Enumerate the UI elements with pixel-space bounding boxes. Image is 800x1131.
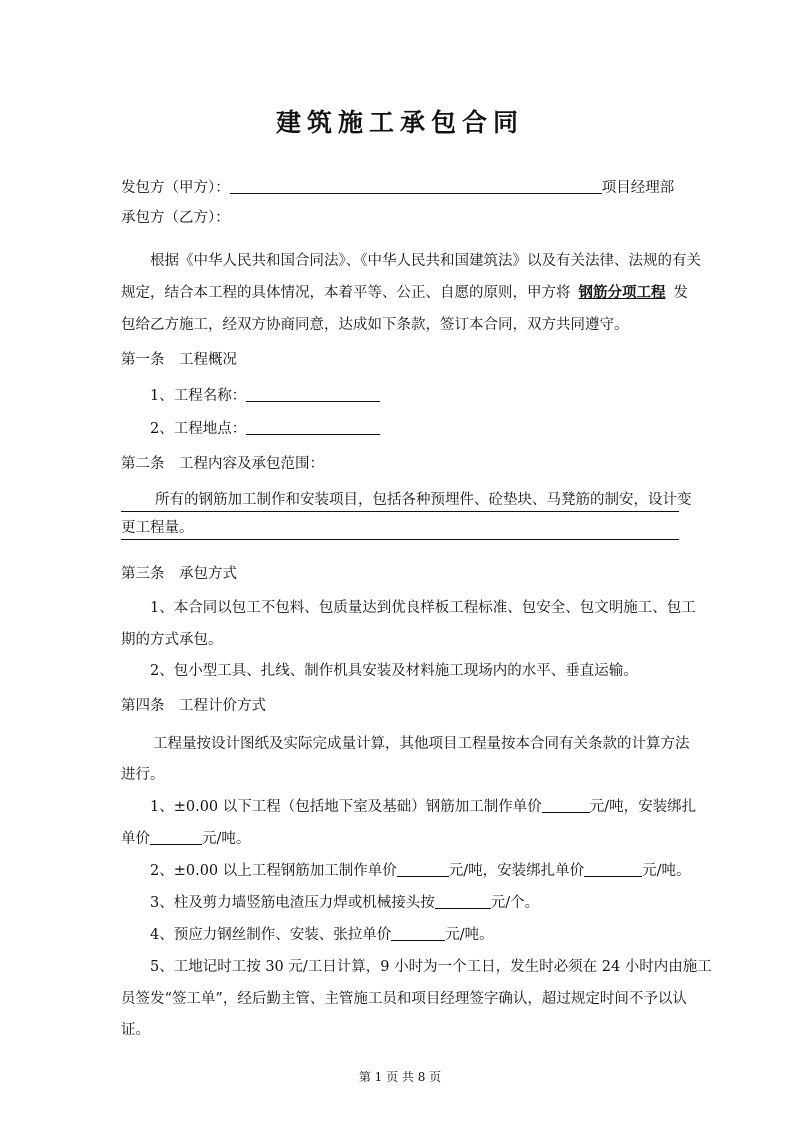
- article-4-item-1-line-1: 1、±0.00 以下工程（包括地下室及基础）钢筋加工制作单价 元/吨，安装绑扎: [150, 796, 696, 817]
- welding-joint-price-blank: [435, 892, 491, 909]
- article-1-item-1: 1、工程名称：: [150, 385, 380, 406]
- below-grade-fabrication-price-blank: [542, 796, 590, 813]
- article-4-item-5-line-2: 员签发“签工单”，经后勤主管、主管施工员和项目经理签字确认，超过规定时间不予以认: [121, 991, 687, 1007]
- article-3-item-1-line-1: 1、本合同以包工不包料、包质量达到优良样板工程标准、包安全、包文明施工、包工: [150, 600, 696, 616]
- preamble-project-name: 钢筋分项工程: [578, 284, 666, 301]
- article-3-item-1-line-2: 期的方式承包。: [121, 632, 223, 648]
- article-1-item-2: 2、工程地点：: [150, 418, 380, 439]
- article-4-intro-line-2: 进行。: [121, 767, 165, 783]
- party-b-line: [121, 208, 230, 228]
- project-name-blank: [246, 385, 380, 402]
- page-number: 第 1 页 共 8 页: [358, 1070, 442, 1084]
- party-a-blank: [230, 177, 602, 194]
- article-3-item-2: 2、包小型工具、扎线、制作机具安装及材料施工现场内的水平、垂直运输。: [150, 663, 638, 679]
- article-4-heading: 第四条 工程计价方式: [121, 698, 266, 714]
- scope-line-2: 更工程量。: [121, 517, 679, 540]
- article-2-heading: 第二条 工程内容及承包范围：: [121, 456, 324, 472]
- party-b-label: 承包方（乙方）：: [121, 210, 230, 226]
- article-4-item-3: 3、柱及剪力墙竖筋电渣压力焊或机械接头按 元/个。: [150, 892, 539, 913]
- preamble-line-3: 包给乙方施工，经双方协商同意，达成如下条款，签订本合同，双方共同遵守。: [121, 317, 629, 333]
- article-4-item-1-line-2: 单价 元/吨。: [121, 828, 250, 849]
- above-grade-binding-price-blank: [584, 860, 642, 877]
- article-4-item-4: 4、预应力钢丝制作、安装、张拉单价 元/吨。: [150, 924, 494, 945]
- document-title: 建筑施工承包合同: [275, 108, 524, 137]
- party-a-suffix: 项目经理部: [601, 180, 675, 196]
- above-grade-fabrication-price-blank: [397, 860, 449, 877]
- article-4-item-2: 2、±0.00 以上工程钢筋加工制作单价 元/吨，安装绑扎单价 元/吨。: [150, 860, 691, 881]
- prestressed-wire-price-blank: [391, 924, 445, 941]
- below-grade-binding-price-blank: [150, 828, 202, 845]
- preamble-line-1: 根据《中华人民共和国合同法》、《中华人民共和国建筑法》以及有关法律、法规的有关: [150, 253, 701, 269]
- article-4-item-5-line-1: 5、工地记时工按 30 元/工日计算，9 小时为一个工日，发生时必须在 24 小时内由施工: [150, 959, 712, 975]
- article-4-item-5-line-3: 证。: [121, 1022, 150, 1038]
- article-4-intro-line-1: 工程量按设计图纸及实际完成量计算，其他项目工程量按本合同有关条款的计算方法: [153, 736, 690, 752]
- article-1-heading: 第一条 工程概况: [121, 352, 237, 368]
- preamble-line-2: 规定，结合本工程的具体情况，本着平等、公正、自愿的原则，甲方将 钢筋分项工程 发: [121, 284, 688, 301]
- party-a-line: [121, 177, 674, 198]
- scope-line-1: 所有的钢筋加工制作和安装项目，包括各种预埋件、砼垫块、马凳筋的制安，设计变: [121, 489, 679, 512]
- party-a-label: 发包方（甲方）：: [121, 180, 230, 196]
- article-3-heading: 第三条 承包方式: [121, 566, 237, 582]
- project-location-blank: [246, 418, 380, 435]
